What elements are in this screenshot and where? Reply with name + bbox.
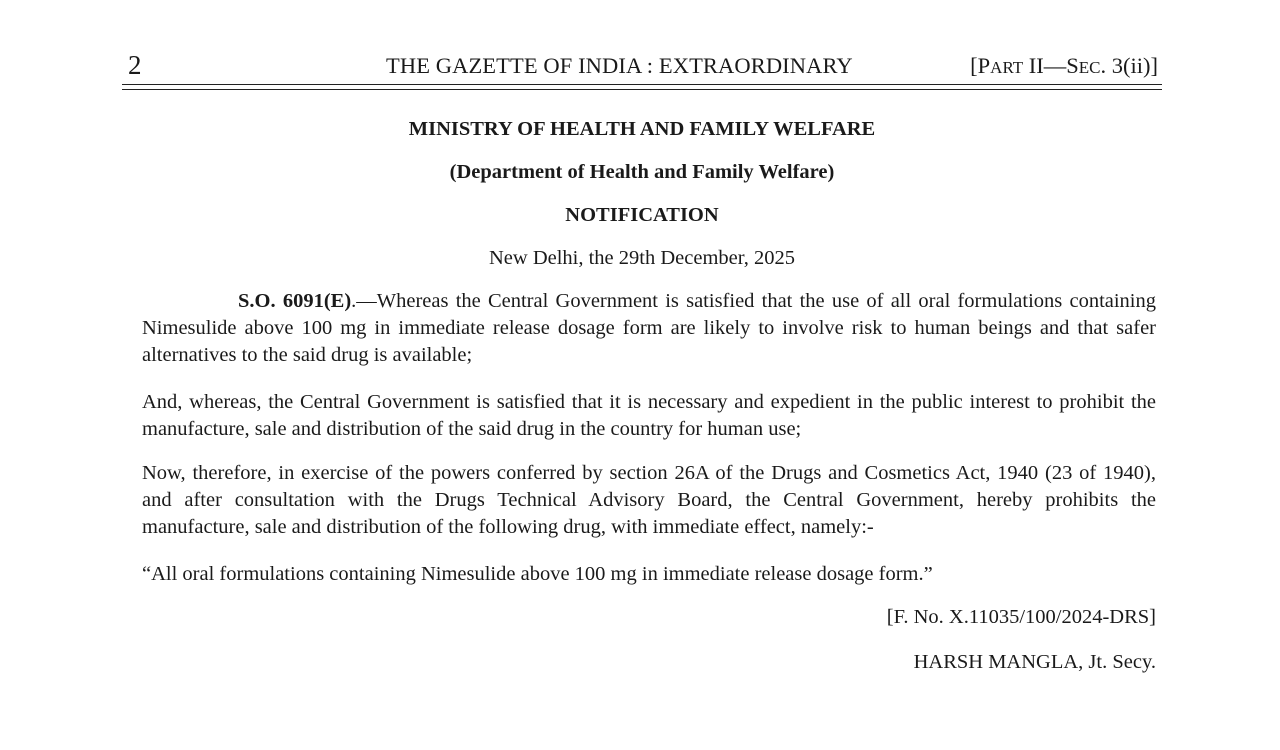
page-header xyxy=(122,48,1162,82)
place-date-line: New Delhi, the 29th December, 2025 xyxy=(488,247,796,269)
paragraph-now-therefore: Now, therefore, in exercise of the powers conferred by section 26A of the Drugs and Cosmetics Act, 1940 (23 of 1940), and after consultation with the Drugs Technical Advisory Board, the Central Government, hereby prohibits the manufacture, sale and distribution of the following drug, with immediate effect, namely:- xyxy=(142,462,1156,538)
part-section-label xyxy=(970,50,1158,84)
signatory: HARSH MANGLA, Jt. Secy. xyxy=(913,651,1156,673)
department-heading: (Department of Health and Family Welfare) xyxy=(449,161,835,183)
quoted-prohibited-drug: “All oral formulations containing Nimesulide above 100 mg in immediate release dosage form.” xyxy=(142,563,933,585)
part-label-prefix: [P xyxy=(970,53,991,78)
file-number: [F. No. X.11035/100/2024-DRS] xyxy=(886,606,1156,628)
header-rule-bottom xyxy=(122,89,1162,90)
paragraph-1-text: .—Whereas the Central Government is satisfied that the use of all oral formulations containing Nimesulide above 100 mg in immediate release dosage form are likely to involve risk to human beings and that safer alternatives to the said drug is available; xyxy=(142,290,1156,366)
paragraph-whereas-risk xyxy=(142,288,1156,369)
part-label-smallcaps-1: ART xyxy=(990,58,1024,77)
header-rule-top xyxy=(122,84,1162,85)
part-label-smallcaps-2: EC xyxy=(1078,58,1101,77)
so-number: S.O. 6091(E) xyxy=(238,290,352,312)
gazette-title: THE GAZETTE OF INDIA : EXTRAORDINARY xyxy=(386,53,853,78)
ministry-heading: MINISTRY OF HEALTH AND FAMILY WELFARE xyxy=(408,118,876,140)
part-label-middle: II—S xyxy=(1023,53,1079,78)
paragraph-whereas-expedient: And, whereas, the Central Government is satisfied that it is necessary and expedient in the public interest to prohibit the manufacture, sale and distribution of the said drug in the country for human use; xyxy=(142,391,1156,440)
notification-heading: NOTIFICATION xyxy=(565,204,719,226)
part-label-suffix: . 3(ii)] xyxy=(1100,53,1158,78)
page-number: 2 xyxy=(128,50,142,80)
